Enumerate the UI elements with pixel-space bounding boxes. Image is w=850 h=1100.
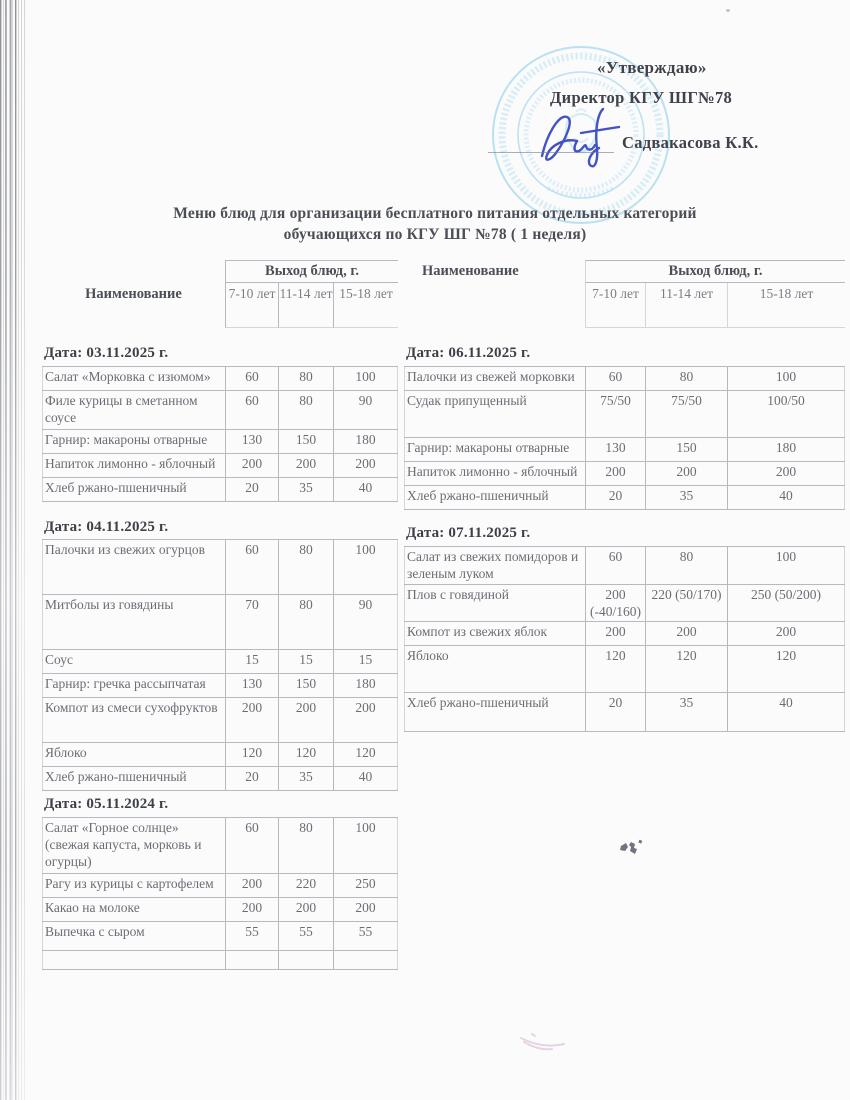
portion-value: 200 [333, 698, 398, 742]
portion-value: 120 [727, 646, 845, 692]
scan-binding-artifact [0, 0, 30, 1100]
portion-value: 90 [333, 391, 398, 429]
portion-value: 100 [727, 367, 845, 390]
portion-value: 200 [225, 698, 278, 742]
portion-value: 35 [278, 478, 333, 501]
portion-value: 60 [225, 540, 278, 594]
section-rows [42, 366, 398, 502]
portion-value: 15 [333, 650, 398, 673]
table-row [42, 540, 398, 595]
portion-value: 60 [225, 818, 278, 873]
portion-value: 200 [278, 698, 333, 742]
portion-value: 40 [727, 486, 845, 509]
approval-word: «Утверждаю» [597, 58, 707, 77]
column-header-age: 15-18 лет [727, 283, 845, 328]
portion-value: 15 [225, 650, 278, 673]
menu-item-name: Хлеб ржано-пшеничный [42, 478, 225, 501]
table-row [404, 585, 845, 622]
section-rows [404, 366, 845, 510]
portion-value: 75/50 [585, 391, 645, 437]
portion-value: 200 [225, 454, 278, 477]
signature-icon [535, 102, 627, 174]
portion-value: 120 [225, 743, 278, 766]
portion-value: 220 (50/170) [645, 585, 727, 621]
table-row [42, 430, 398, 454]
document-title-line1: Меню блюд для организации бесплатного питания отдельных категорий [173, 205, 697, 222]
menu-item-name: Салат из свежих помидоров и зеленым луком [404, 547, 585, 585]
portion-value: 55 [225, 922, 278, 950]
menu-day-section [404, 522, 845, 732]
ink-smudge-artifact [615, 836, 649, 858]
portion-value: 60 [225, 367, 278, 390]
pink-pen-artifact [518, 1028, 570, 1054]
portion-value: 55 [278, 922, 333, 950]
menu-item-name [42, 951, 225, 969]
portion-value: 150 [278, 674, 333, 697]
date-heading: Дата: 05.11.2024 г. [44, 796, 169, 813]
column-header-age: 15-18 лет [333, 283, 398, 328]
section-rows [404, 546, 845, 733]
date-heading: Дата: 06.11.2025 г. [406, 345, 531, 362]
menu-item-name: Гарнир: макароны отварные [404, 438, 585, 461]
menu-item-name: Палочки из свежих огурцов [42, 540, 225, 594]
menu-item-name: Палочки из свежей морковки [404, 367, 585, 390]
portion-value: 100 [333, 367, 398, 390]
portion-value: 200 [278, 898, 333, 921]
menu-item-name: Судак припущенный [404, 391, 585, 437]
scan-dot-artifact [726, 9, 730, 12]
table-row [42, 650, 398, 674]
portion-value: 200 [585, 462, 645, 485]
portion-value: 180 [727, 438, 845, 461]
table-row [404, 438, 845, 462]
portion-value: 250 (50/200) [727, 585, 845, 621]
menu-item-name: Яблоко [404, 646, 585, 692]
portion-value: 120 [278, 743, 333, 766]
menu-item-name: Митболы из говядины [42, 595, 225, 649]
document-title-line2: обучающихся по КГУ ШГ №78 ( 1 неделя) [283, 226, 587, 243]
signature-underline [488, 152, 614, 153]
table-row [42, 595, 398, 650]
portion-value: 60 [225, 391, 278, 429]
portion-value: 200 [225, 898, 278, 921]
portion-value: 250 [333, 874, 398, 897]
table-row [404, 462, 845, 486]
portion-value: 40 [333, 478, 398, 501]
portion-value: 80 [645, 367, 727, 390]
table-row [42, 478, 398, 502]
portion-value: 60 [585, 547, 645, 585]
menu-item-name: Хлеб ржано-пшеничный [404, 693, 585, 731]
menu-item-name: Компот из свежих яблок [404, 622, 585, 645]
portion-value: 200 [645, 622, 727, 645]
menu-table-right [404, 260, 845, 732]
portion-value: 200 [278, 454, 333, 477]
portion-value: 200 [585, 622, 645, 645]
portion-value: 80 [278, 818, 333, 873]
portion-value: 80 [278, 540, 333, 594]
menu-item-name: Филе курицы в сметанном соусе [42, 391, 225, 429]
table-row [404, 367, 845, 391]
portion-value: 180 [333, 430, 398, 453]
portion-value: 130 [225, 674, 278, 697]
column-header-age: 7-10 лет [585, 283, 645, 328]
portion-value: 40 [727, 693, 845, 731]
section-rows [42, 539, 398, 791]
menu-item-name: Гарнир: гречка рассыпчатая [42, 674, 225, 697]
portion-value: 80 [278, 595, 333, 649]
portion-value: 200 [727, 462, 845, 485]
portion-value [333, 951, 398, 969]
menu-item-name: Рагу из курицы с картофелем [42, 874, 225, 897]
table-row [42, 367, 398, 391]
menu-item-name: Салат «Морковка с изюмом» [42, 367, 225, 390]
table-row [42, 767, 398, 791]
menu-item-name: Гарнир: макароны отварные [42, 430, 225, 453]
date-heading: Дата: 04.11.2025 г. [44, 518, 169, 535]
portion-value [278, 951, 333, 969]
portion-value: 200 [645, 462, 727, 485]
table-row [42, 874, 398, 898]
menu-day-section [42, 793, 398, 969]
column-header-age: 11-14 лет [278, 283, 333, 328]
portion-value: 35 [278, 767, 333, 790]
menu-item-name: Плов с говядиной [404, 585, 585, 621]
portion-value: 90 [333, 595, 398, 649]
table-row [404, 486, 845, 510]
menu-day-section [42, 342, 398, 502]
section-rows [42, 817, 398, 970]
portion-value: 20 [225, 767, 278, 790]
portion-value: 15 [278, 650, 333, 673]
table-header [42, 260, 398, 328]
menu-item-name: Хлеб ржано-пшеничный [42, 767, 225, 790]
menu-table-left [42, 260, 398, 970]
menu-item-name: Компот из смеси сухофруктов [42, 698, 225, 742]
portion-value: 40 [333, 767, 398, 790]
table-row [42, 818, 398, 874]
table-row [404, 693, 845, 732]
table-header [404, 260, 845, 328]
menu-item-name: Хлеб ржано-пшеничный [404, 486, 585, 509]
table-row [42, 951, 398, 970]
table-row [404, 391, 845, 438]
portion-value [225, 951, 278, 969]
table-row [42, 922, 398, 951]
portion-value: 70 [225, 595, 278, 649]
portion-value: 100 [333, 818, 398, 873]
table-row [42, 698, 398, 743]
portion-value: 80 [278, 367, 333, 390]
table-row [42, 743, 398, 767]
portion-value: 200 [333, 898, 398, 921]
menu-item-name: Салат «Горное солнце» (свежая капуста, морковь и огурцы) [42, 818, 225, 873]
column-header-age: 11-14 лет [645, 283, 727, 328]
menu-item-name: Соус [42, 650, 225, 673]
table-row [42, 674, 398, 698]
approval-director-line: Директор КГУ ШГ№78 [550, 88, 733, 107]
portion-value: 100 [727, 547, 845, 585]
table-row [42, 391, 398, 430]
date-heading: Дата: 07.11.2025 г. [406, 524, 531, 541]
column-header-name: Наименование [422, 263, 519, 279]
table-row [42, 454, 398, 478]
menu-item-name: Выпечка с сыром [42, 922, 225, 950]
portion-value: 35 [645, 486, 727, 509]
portion-value: 200 (-40/160) [585, 585, 645, 621]
portion-value: 200 [225, 874, 278, 897]
director-name: Садвакасова К.К. [622, 133, 759, 152]
portion-value: 120 [585, 646, 645, 692]
portion-value: 150 [645, 438, 727, 461]
portion-value: 80 [278, 391, 333, 429]
portion-value: 35 [645, 693, 727, 731]
portion-value: 150 [278, 430, 333, 453]
portion-value: 120 [333, 743, 398, 766]
document-title [95, 203, 775, 245]
portion-value: 220 [278, 874, 333, 897]
portion-value: 60 [585, 367, 645, 390]
portion-value: 130 [225, 430, 278, 453]
portion-value: 130 [585, 438, 645, 461]
menu-item-name: Яблоко [42, 743, 225, 766]
portion-value: 75/50 [645, 391, 727, 437]
column-header-name: Наименование [85, 286, 182, 302]
portion-value: 120 [645, 646, 727, 692]
portion-value: 100/50 [727, 391, 845, 437]
portion-value: 20 [585, 693, 645, 731]
portion-value: 100 [333, 540, 398, 594]
table-row [42, 898, 398, 922]
table-row [404, 622, 845, 646]
table-row [404, 646, 845, 693]
date-heading: Дата: 03.11.2025 г. [44, 345, 169, 362]
column-header-output: Выход блюд, г. [585, 260, 845, 283]
column-header-age: 7-10 лет [225, 283, 278, 328]
menu-item-name: Какао на молоке [42, 898, 225, 921]
menu-day-section [404, 342, 845, 510]
column-header-output: Выход блюд, г. [225, 260, 398, 283]
portion-value: 200 [727, 622, 845, 645]
menu-item-name: Напиток лимонно - яблочный [42, 454, 225, 477]
portion-value: 20 [585, 486, 645, 509]
menu-day-section [42, 516, 398, 792]
portion-value: 55 [333, 922, 398, 950]
table-row [404, 547, 845, 586]
portion-value: 200 [333, 454, 398, 477]
portion-value: 80 [645, 547, 727, 585]
portion-value: 180 [333, 674, 398, 697]
portion-value: 20 [225, 478, 278, 501]
menu-item-name: Напиток лимонно - яблочный [404, 462, 585, 485]
